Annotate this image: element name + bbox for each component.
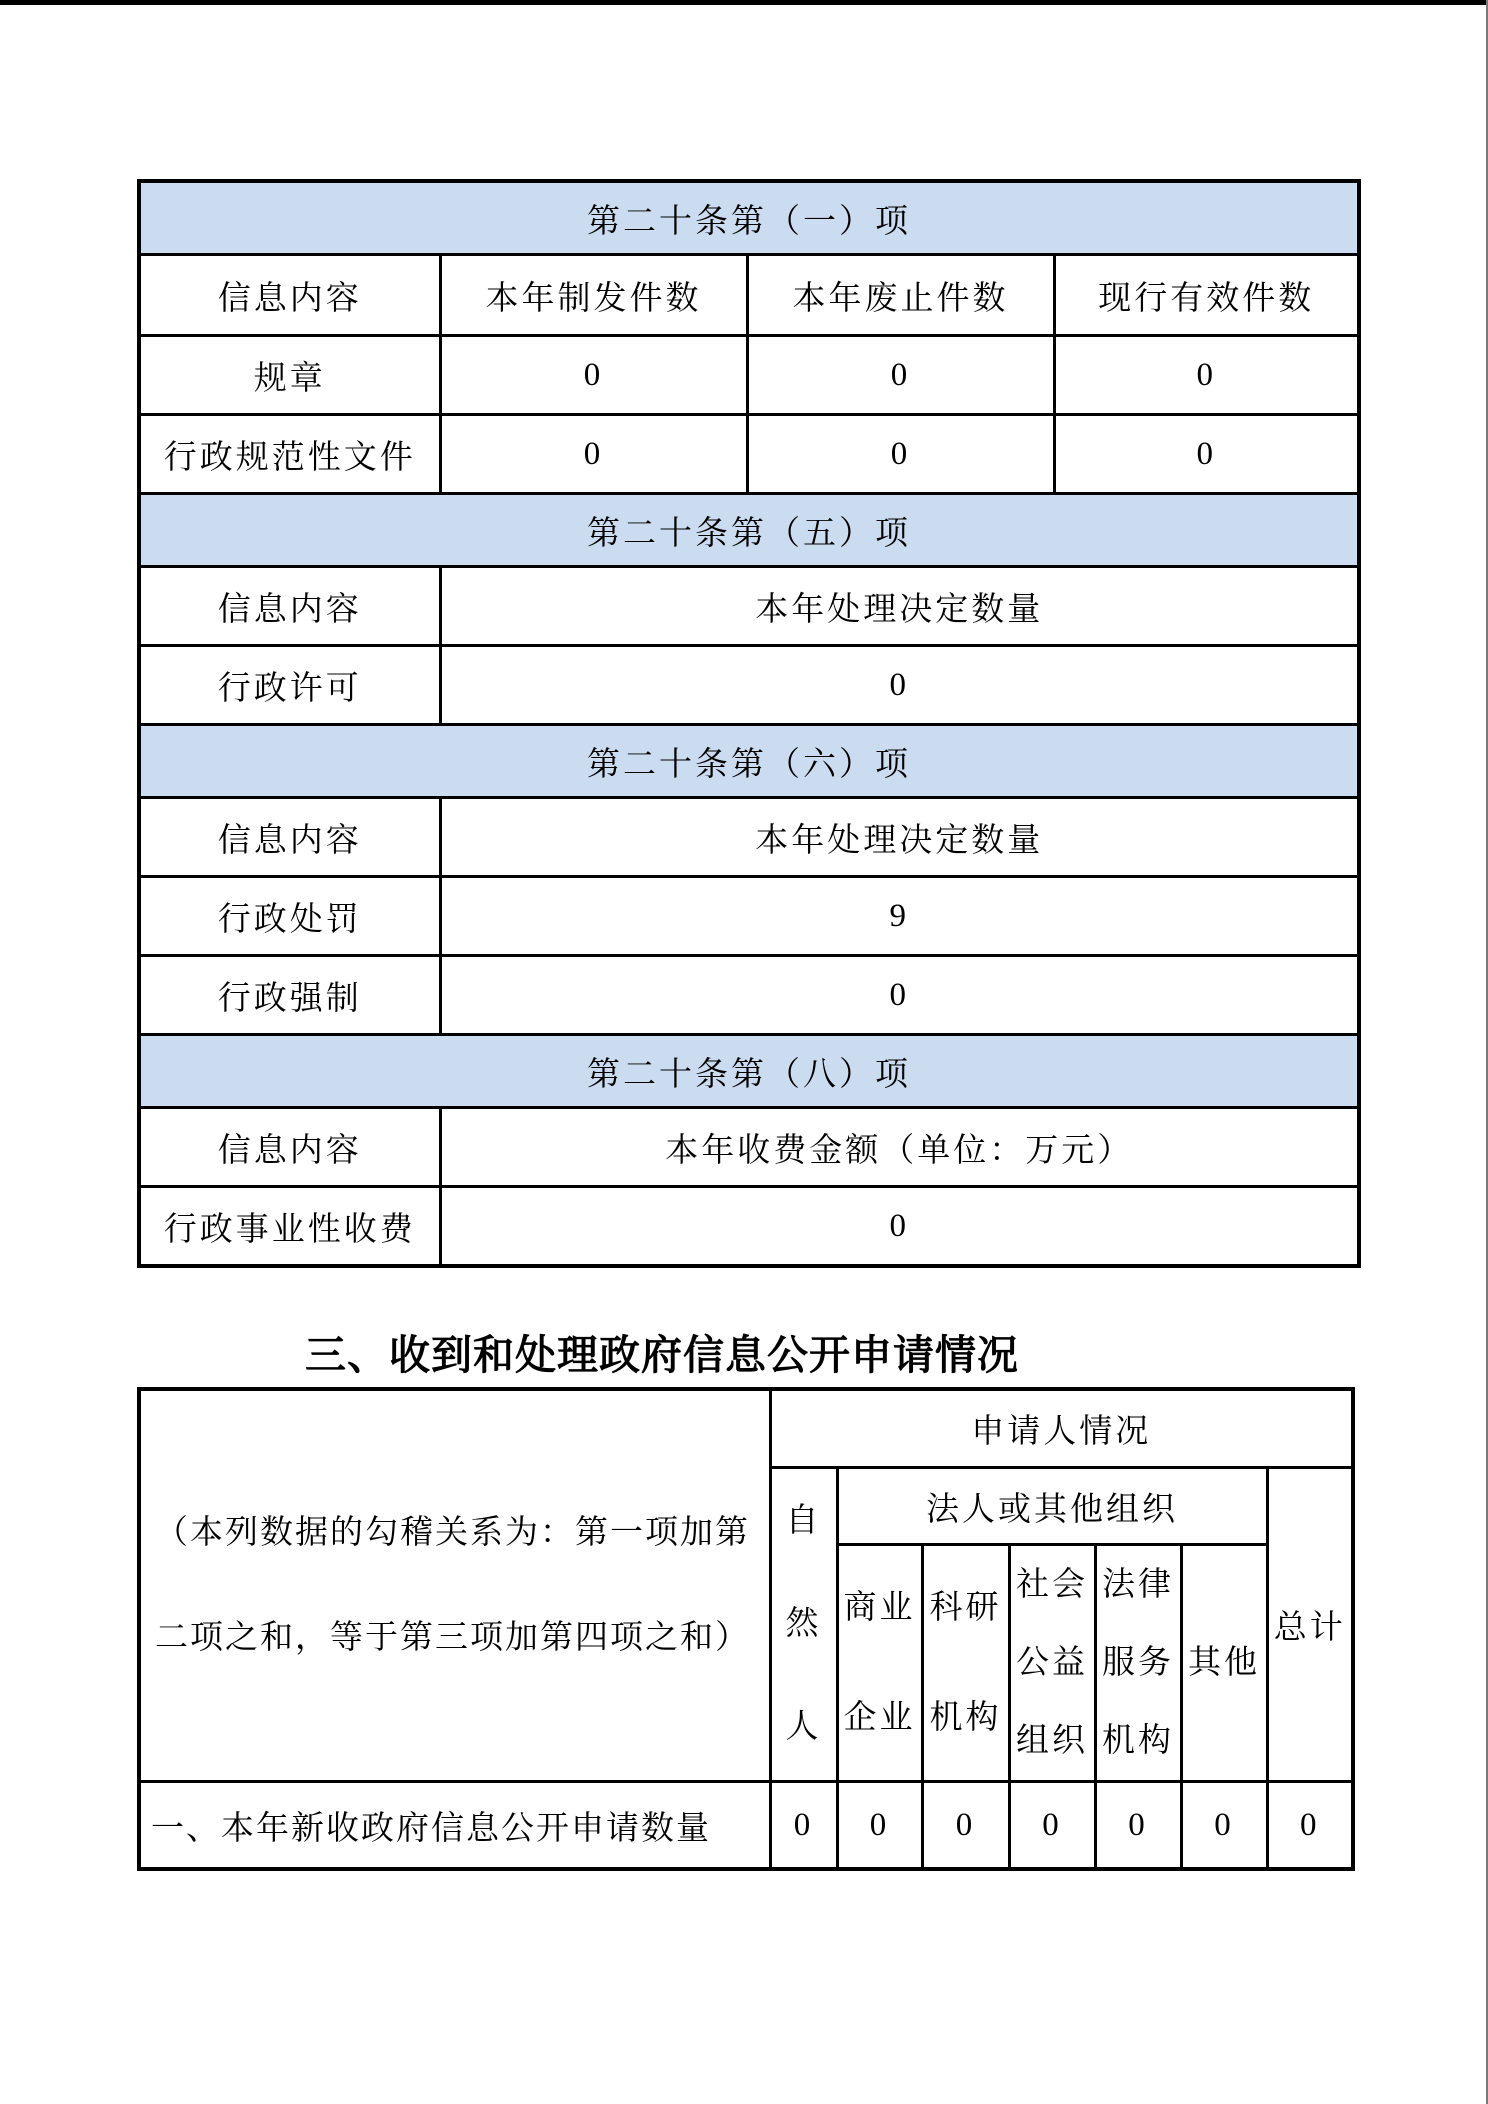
row-label: 一、本年新收政府信息公开申请数量: [139, 1782, 770, 1870]
column-header-social-welfare: 社会公益组织: [1009, 1545, 1095, 1782]
value-cell: 0: [440, 336, 747, 415]
value-cell: 9: [440, 877, 1359, 956]
table-row: [139, 1108, 1359, 1187]
column-header: 信息内容: [139, 798, 440, 877]
article20-table: [137, 179, 1361, 1268]
value-cell: 0: [1095, 1782, 1181, 1870]
row-label: 规章: [139, 336, 440, 415]
value-cell: 0: [747, 336, 1054, 415]
column-header: 信息内容: [139, 1108, 440, 1187]
column-header: 本年废止件数: [747, 255, 1054, 336]
table-row: [139, 798, 1359, 877]
column-header-natural-person: 自然人: [770, 1468, 837, 1782]
value-cell: 0: [440, 956, 1359, 1035]
section-band-title: 第二十条第（八）项: [139, 1035, 1359, 1108]
value-cell: 0: [1009, 1782, 1095, 1870]
value-cell: 0: [922, 1782, 1009, 1870]
table-row: [139, 1782, 1353, 1870]
column-header: 本年处理决定数量: [440, 567, 1359, 646]
row-label: 行政事业性收费: [139, 1187, 440, 1267]
table-row: [139, 415, 1359, 494]
value-cell: 0: [770, 1782, 837, 1870]
value-cell: 0: [1054, 415, 1359, 494]
column-header-legal-service: 法律服务机构: [1095, 1545, 1181, 1782]
column-header-research: 科研机构: [922, 1545, 1009, 1782]
applicant-header: 申请人情况: [770, 1389, 1353, 1468]
section-band-title: 第二十条第（六）项: [139, 725, 1359, 798]
table-row: [139, 1035, 1359, 1108]
row-label: 行政强制: [139, 956, 440, 1035]
table-row: [139, 181, 1359, 255]
page-top-edge: [0, 0, 1488, 5]
row-label: 行政许可: [139, 646, 440, 725]
table-row: [139, 646, 1359, 725]
table-row: [139, 494, 1359, 567]
table-row: [139, 725, 1359, 798]
column-header: 本年制发件数: [440, 255, 747, 336]
table-row: [139, 255, 1359, 336]
value-cell: 0: [440, 415, 747, 494]
reconciliation-note: （本列数据的勾稽关系为：第一项加第二项之和，等于第三项加第四项之和）: [139, 1389, 770, 1782]
column-header-legal-org: 法人或其他组织: [837, 1468, 1267, 1545]
value-cell: 0: [1054, 336, 1359, 415]
value-cell: 0: [747, 415, 1054, 494]
applications-table: [137, 1387, 1355, 1871]
table-row: [139, 1389, 1353, 1468]
table-row: [139, 336, 1359, 415]
column-header: 本年收费金额（单位：万元）: [440, 1108, 1359, 1187]
table-row: [139, 956, 1359, 1035]
column-header: 现行有效件数: [1054, 255, 1359, 336]
table-row: [139, 567, 1359, 646]
section-band-title: 第二十条第（五）项: [139, 494, 1359, 567]
column-header-total: 总计: [1267, 1468, 1353, 1782]
table-row: [139, 1187, 1359, 1267]
row-label: 行政处罚: [139, 877, 440, 956]
section-heading: 三、收到和处理政府信息公开申请情况: [305, 1332, 1019, 1378]
column-header: 信息内容: [139, 567, 440, 646]
column-header-other: 其他: [1181, 1545, 1267, 1782]
value-cell: 0: [1181, 1782, 1267, 1870]
column-header: 信息内容: [139, 255, 440, 336]
value-cell: 0: [440, 646, 1359, 725]
column-header-business: 商业企业: [837, 1545, 922, 1782]
value-cell: 0: [837, 1782, 922, 1870]
value-cell: 0: [440, 1187, 1359, 1267]
table-row: [139, 877, 1359, 956]
row-label: 行政规范性文件: [139, 415, 440, 494]
column-header: 本年处理决定数量: [440, 798, 1359, 877]
section-band-title: 第二十条第（一）项: [139, 181, 1359, 255]
value-cell: 0: [1267, 1782, 1353, 1870]
